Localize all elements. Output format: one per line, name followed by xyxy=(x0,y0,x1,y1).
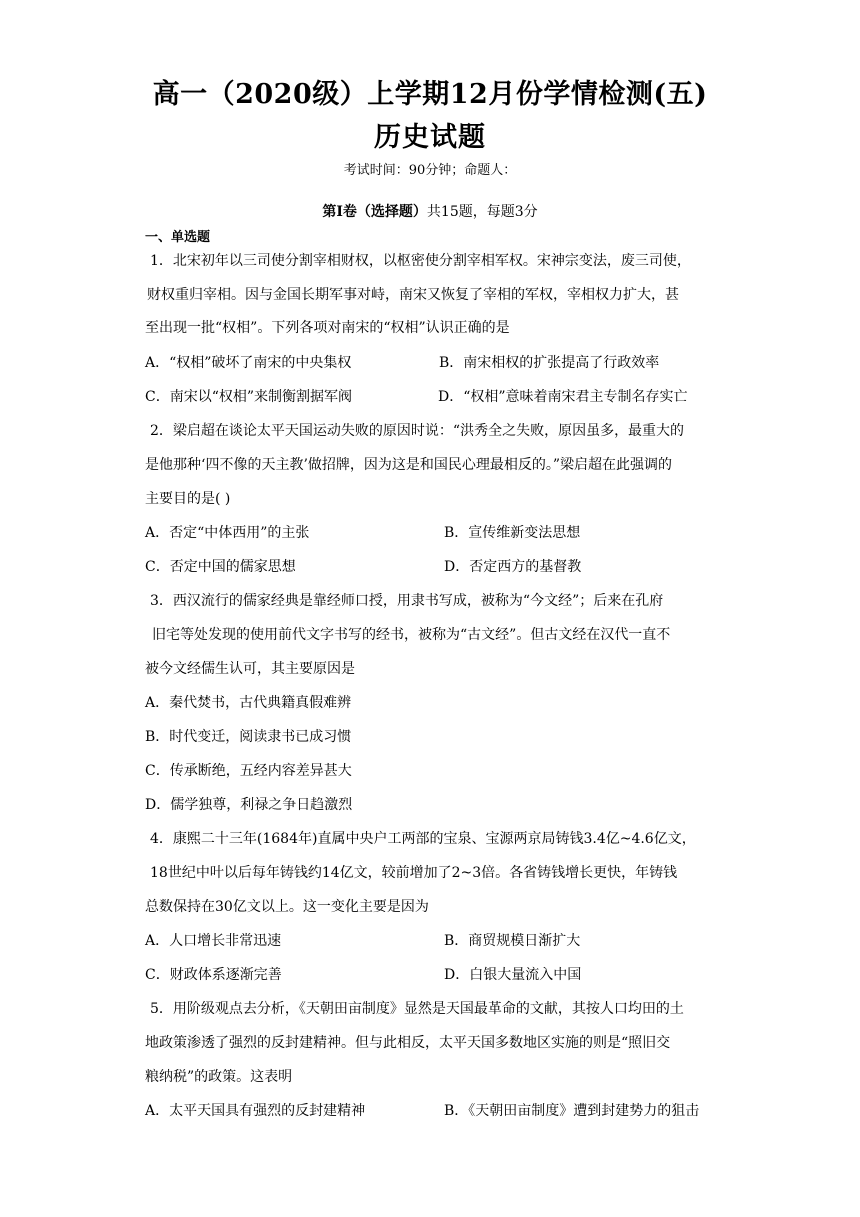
question-5-line-1: 5．用阶级观点去分析，《天朝田亩制度》显然是天国最革命的文献，其按人口均田的土 xyxy=(150,1001,684,1017)
question-4-option-b[interactable]: B．商贸规模日渐扩大 xyxy=(444,933,581,949)
question-type-label: 一、单选题 xyxy=(145,230,211,245)
question-3-option-c[interactable]: C．传承断绝，五经内容差异甚大 xyxy=(145,763,352,779)
question-5-option-a[interactable]: A．太平天国具有强烈的反封建精神 xyxy=(145,1103,366,1119)
question-2-line-3: 主要目的是( ) xyxy=(145,491,231,507)
section-title: 第I卷（选择题） xyxy=(322,204,427,220)
question-2-option-b[interactable]: B．宣传维新变法思想 xyxy=(444,525,581,541)
question-2-line-1: 2．梁启超在谈论太平天国运动失败的原因时说：“洪秀全之失败，原因虽多，最重大的 xyxy=(150,423,685,439)
question-2-option-c[interactable]: C．否定中国的儒家思想 xyxy=(145,559,296,575)
exam-title: 高一（2020级）上学期12月份学情检测(五) xyxy=(152,79,708,110)
question-3-line-2: 旧宅等处发现的使用前代文字书写的经书，被称为“古文经”。但古文经在汉代一直不 xyxy=(152,627,671,643)
question-1-line-2: 财权重归宰相。因与金国长期军事对峙，南宋又恢复了宰相的军权，宰相权力扩大，甚 xyxy=(147,287,679,303)
question-1-option-d[interactable]: D．“权相”意味着南宋君主专制名存实亡 xyxy=(438,389,688,405)
question-1-option-a[interactable]: A．“权相”破坏了南宋的中央集权 xyxy=(145,355,352,371)
question-3-option-b[interactable]: B．时代变迁，阅读隶书已成习惯 xyxy=(145,729,352,745)
question-3-option-a[interactable]: A．秦代焚书，古代典籍真假难辨 xyxy=(145,695,352,711)
question-1-line-1: 1．北宋初年以三司使分割宰相财权，以枢密使分割宰相军权。宋神宗变法，废三司使， xyxy=(150,253,691,269)
question-3-line-3: 被今文经儒生认可，其主要原因是 xyxy=(145,661,355,677)
question-1-option-c[interactable]: C．南宋以“权相”来制衡割据军阀 xyxy=(145,389,353,405)
exam-info: 考试时间：90分钟；命题人： xyxy=(343,163,517,178)
question-1-option-b[interactable]: B．南宋相权的扩张提高了行政效率 xyxy=(439,355,660,371)
question-4-line-1: 4．康熙二十三年(1684年)直属中央户工两部的宝泉、宝源两京局铸钱3.4亿~4.6亿文， xyxy=(150,831,696,847)
question-2-option-d[interactable]: D．否定西方的基督教 xyxy=(444,559,582,575)
question-2-line-2: 是他那种‘四不像的天主教’做招牌，因为这是和国民心理最相反的。”梁启超在此强调的 xyxy=(145,457,673,473)
section-note: 共15题，每题3分 xyxy=(426,204,538,220)
question-5-option-b[interactable]: B．《天朝田亩制度》遭到封建势力的狙击 xyxy=(444,1103,700,1119)
question-4-option-c[interactable]: C．财政体系逐渐完善 xyxy=(145,967,282,983)
question-4-option-a[interactable]: A．人口增长非常迅速 xyxy=(145,933,282,949)
question-4-line-2: 18世纪中叶以后每年铸钱约14亿文，较前增加了2~3倍。各省铸钱增长更快，年铸钱 xyxy=(150,865,678,881)
question-2-option-a[interactable]: A．否定“中体西用”的主张 xyxy=(145,525,310,541)
question-4-option-d[interactable]: D．白银大量流入中国 xyxy=(444,967,582,983)
question-5-line-2: 地政策渗透了强烈的反封建精神。但与此相反，太平天国多数地区实施的则是“照旧交 xyxy=(145,1035,671,1051)
question-3-line-1: 3．西汉流行的儒家经典是靠经师口授，用隶书写成，被称为“今文经”；后来在孔府 xyxy=(150,593,664,609)
question-4-line-3: 总数保持在30亿文以上。这一变化主要是因为 xyxy=(145,899,429,915)
question-5-line-3: 粮纳税”的政策。这表明 xyxy=(145,1069,293,1085)
exam-subject: 历史试题 xyxy=(374,122,486,153)
question-3-option-d[interactable]: D．儒学独尊，利禄之争日趋激烈 xyxy=(145,797,353,813)
question-1-line-3: 至出现一批“权相”。下列各项对南宋的“权相”认识正确的是 xyxy=(145,320,510,336)
section-heading xyxy=(0,201,860,221)
